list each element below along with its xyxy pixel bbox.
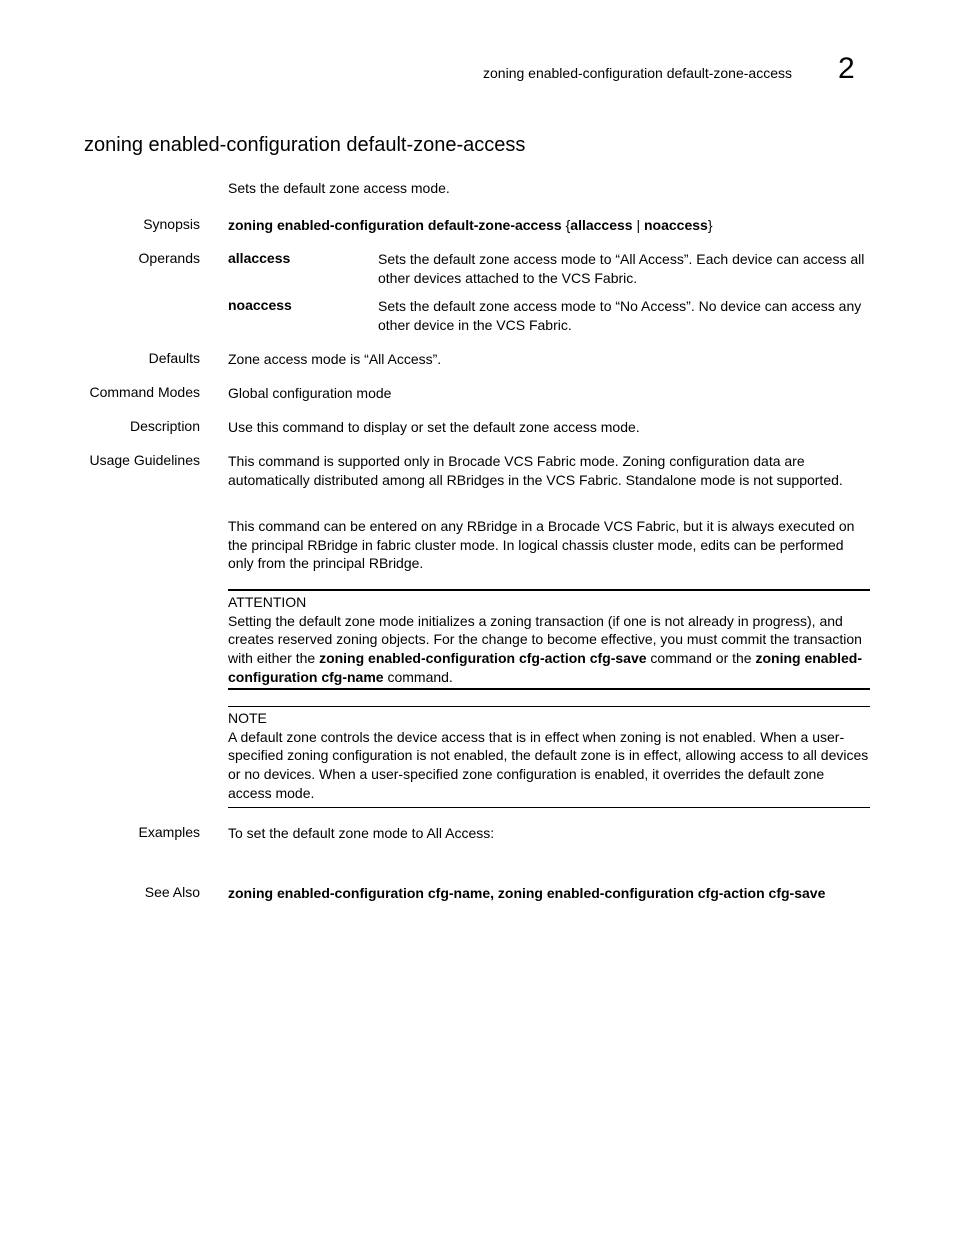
note-box (228, 706, 870, 808)
see-also-links: zoning enabled-configuration cfg-name, zoning enabled-configuration cfg-action cfg-save (228, 885, 826, 901)
attention-heading: ATTENTION (228, 594, 307, 610)
note-text: A default zone controls the device access that is in effect when zoning is not enabled. When a user-specified zoning configuration is not enabled, the default zone is in effect, allowing access to all devices or no devices. When a user-specified zone configuration is enabled, it overrides the default zone access mode. (228, 728, 869, 801)
defaults-text: Zone access mode is “All Access”. (228, 351, 442, 367)
attention-text (228, 612, 870, 687)
synopsis-brace-close: } (707, 217, 713, 233)
synopsis-option-noaccess: noaccess (644, 217, 708, 233)
examples-label: Examples (138, 824, 200, 840)
usage-guidelines-label: Usage Guidelines (89, 452, 200, 468)
note-heading: NOTE (228, 710, 267, 726)
command-modes-label: Command Modes (89, 384, 200, 400)
usage-paragraph: This command can be entered on any RBridge in a Brocade VCS Fabric, but it is always executed on the principal RBridge in fabric cluster mode. In logical chassis cluster mode, edits can be performed only from the principal RBridge. (228, 518, 855, 572)
operand-description: Sets the default zone access mode to “No Access”. No device can access any other device in the VCS Fabric. (378, 298, 862, 333)
intro-text: Sets the default zone access mode. (228, 180, 450, 196)
attention-text-part: command or the (646, 650, 756, 667)
defaults-label: Defaults (148, 350, 200, 366)
page-title: zoning enabled-configuration default-zone-access (84, 134, 526, 156)
operand-term: allaccess (228, 250, 291, 266)
running-header-title: zoning enabled-configuration default-zone-access (483, 65, 792, 81)
synopsis-separator: | (632, 217, 644, 233)
command-modes-text: Global configuration mode (228, 385, 392, 401)
synopsis-brace-open: { (561, 217, 571, 233)
synopsis-option-allaccess: allaccess (570, 217, 633, 233)
operands-label: Operands (138, 250, 200, 266)
attention-text-part: command. (383, 668, 453, 685)
attention-box (228, 589, 870, 690)
operand-description: Sets the default zone access mode to “All Access”. Each device can access all other devices attached to the VCS Fabric. (378, 251, 865, 286)
chapter-number: 2 (838, 52, 855, 85)
examples-text: To set the default zone mode to All Access: (228, 825, 495, 841)
attention-command: zoning enabled-configuration cfg-action cfg-save (319, 650, 647, 667)
operand-term: noaccess (228, 297, 292, 313)
synopsis-label: Synopsis (143, 216, 200, 232)
usage-paragraph: This command is supported only in Brocade VCS Fabric mode. Zoning configuration data are automatically distributed among all RBridges in the VCS Fabric. Standalone mode is not supported. (228, 453, 843, 488)
see-also-label: See Also (144, 884, 200, 900)
attention-text-part: Setting the default zone mode initializes a zoning transaction (if one is not already in progress), and creates reserved zoning objects. For the change to become effective, you must commit the transaction with either the (228, 612, 862, 667)
attention-command: zoning enabled-configuration cfg-name (228, 650, 863, 685)
synopsis-text (228, 216, 870, 235)
description-text: Use this command to display or set the default zone access mode. (228, 419, 640, 435)
description-label: Description (129, 418, 200, 434)
synopsis-command: zoning enabled-configuration default-zone-access (228, 217, 562, 233)
